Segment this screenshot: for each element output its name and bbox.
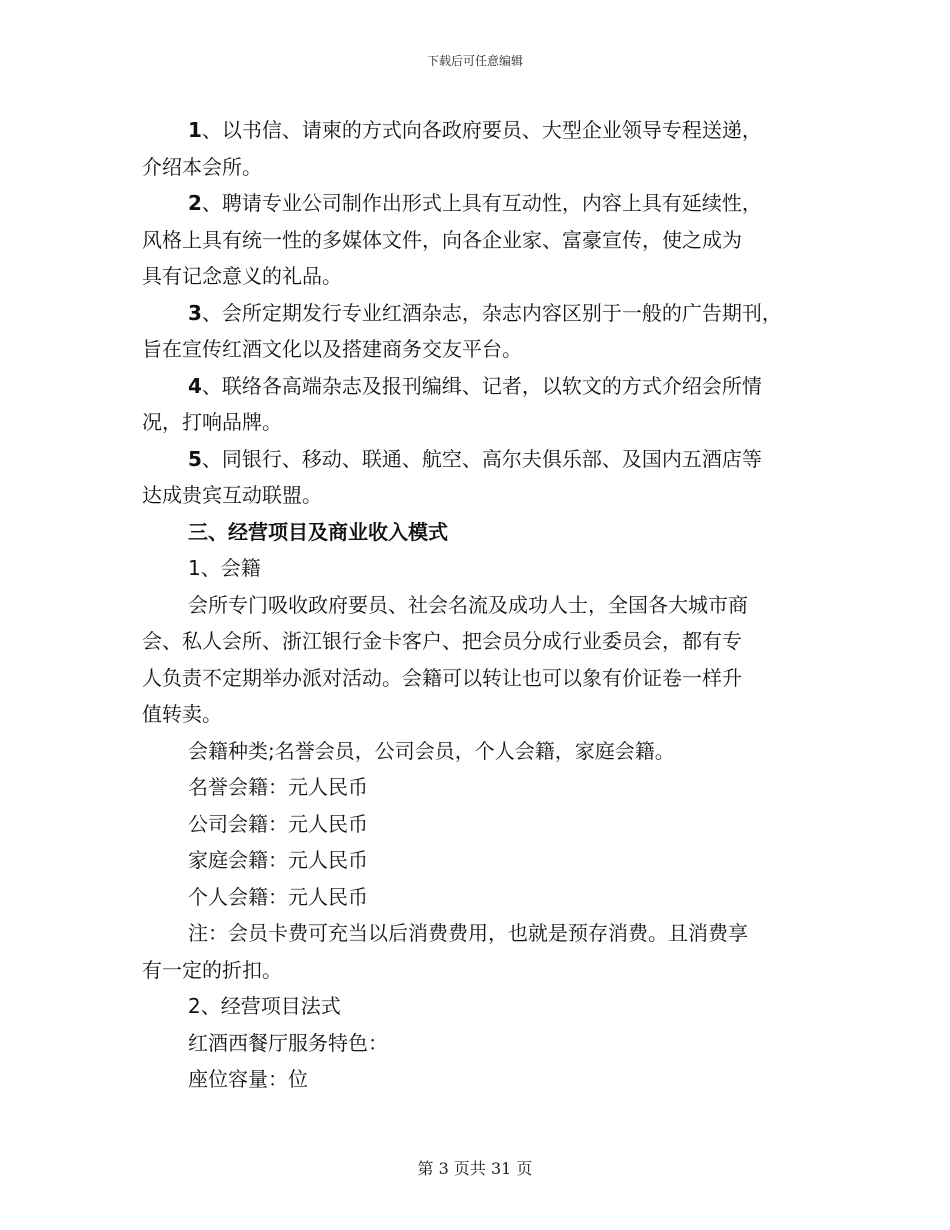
- text-line: [142, 1061, 822, 1098]
- text-line: [142, 368, 822, 405]
- item-number: 3: [188, 300, 202, 325]
- text-line: [142, 550, 822, 587]
- line-text: 旨在宣传红酒文化以及搭建商务交友平台。: [142, 337, 522, 361]
- line-text: 座位容量：位: [188, 1067, 308, 1091]
- text-line: [142, 258, 822, 295]
- text-line: [142, 769, 822, 806]
- line-text: 会、私人会所、浙江银行金卡客户、把会员分成行业委员会，都有专: [142, 629, 742, 653]
- text-line: [142, 806, 822, 843]
- page-header: 下载后可任意编辑: [426, 54, 523, 68]
- line-text: 红酒西餐厅服务特色：: [188, 1030, 388, 1055]
- text-line: [142, 733, 822, 770]
- text-line: [142, 149, 822, 186]
- text-line: [142, 587, 822, 624]
- line-text: 介绍本会所。: [142, 154, 262, 179]
- line-text: 1、会籍: [188, 556, 261, 580]
- section-heading: [142, 514, 822, 551]
- text-line: [142, 185, 822, 222]
- line-text: 况，打响品牌。: [142, 410, 282, 434]
- text-line: [142, 1025, 822, 1062]
- line-text: 家庭会籍：元人民币: [188, 848, 368, 872]
- line-text: 、联络各高端杂志及报刊编缉、记者，以软文的方式介绍会所情: [201, 373, 762, 398]
- line-text: 达成贵宾互动联盟。: [142, 483, 322, 507]
- line-text: 会籍种类;名誉会员，公司会员，个人会籍，家庭会籍。: [188, 738, 675, 763]
- line-text: 、以书信、请柬的方式向各政府要员、大型企业领导专程送递，: [201, 118, 762, 142]
- line-text: 公司会籍：元人民币: [188, 811, 368, 836]
- text-line: [142, 404, 822, 441]
- item-number: 1: [188, 118, 202, 142]
- text-line: [142, 477, 822, 514]
- text-line: [142, 915, 822, 952]
- page-footer: 第 3 页共 31 页: [417, 1159, 533, 1178]
- line-text: 具有记念意义的礼品。: [142, 264, 342, 288]
- document-body: [142, 112, 822, 1098]
- line-text: 2、经营项目法式: [188, 994, 341, 1018]
- line-text: 、聘请专业公司制作出形式上具有互动性，内容上具有延续性，: [201, 191, 762, 215]
- text-line: [142, 331, 822, 368]
- text-line: [142, 295, 822, 332]
- item-number: 2: [188, 191, 202, 215]
- line-text: 三、经营项目及商业收入模式: [188, 519, 448, 544]
- line-text: 注：会员卡费可充当以后消费费用，也就是预存消费。且消费享: [188, 921, 748, 945]
- line-text: 会所专门吸收政府要员、社会名流及成功人士，全国各大城市商: [188, 592, 748, 617]
- text-line: [142, 879, 822, 916]
- line-text: 风格上具有统一性的多媒体文件，向各企业家、富豪宣传，使之成为: [142, 227, 742, 252]
- line-text: 、会所定期发行专业红酒杂志，杂志内容区别于一般的广告期刊，: [201, 300, 782, 325]
- line-text: 人负责不定期举办派对活动。会籍可以转让也可以象有价证卷一样升: [142, 665, 742, 690]
- text-line: [142, 112, 822, 149]
- line-text: 个人会籍：元人民币: [188, 884, 368, 909]
- text-line: [142, 660, 822, 697]
- line-text: 值转卖。: [142, 702, 222, 726]
- item-number: 5: [188, 446, 202, 471]
- line-text: 、同银行、移动、联通、航空、高尔夫俱乐部、及国内五酒店等: [201, 446, 762, 471]
- text-line: [142, 988, 822, 1025]
- line-text: 名誉会籍：元人民币: [188, 775, 368, 799]
- text-line: [142, 222, 822, 259]
- text-line: [142, 696, 822, 733]
- line-text: 有一定的折扣。: [142, 957, 282, 982]
- item-number: 4: [188, 373, 202, 398]
- text-line: [142, 623, 822, 660]
- text-line: [142, 441, 822, 478]
- text-line: [142, 842, 822, 879]
- text-line: [142, 952, 822, 989]
